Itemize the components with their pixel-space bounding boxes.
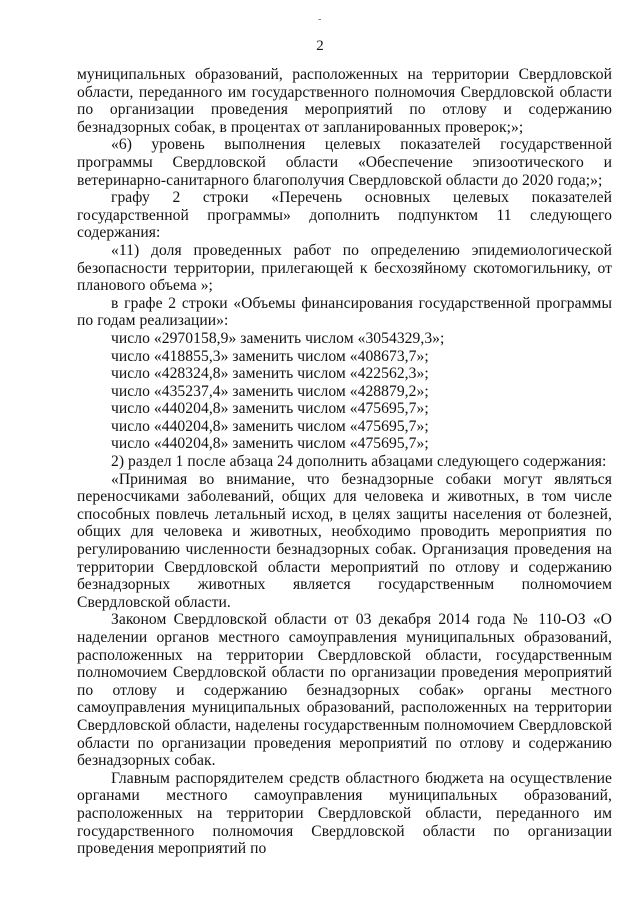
paragraph-column-2-indicators: графу 2 строки «Перечень основных целевых показателей государственной программы» дополнить подпунктом 11 следующего содержания: — [77, 189, 612, 242]
replacement-line: число «435237,4» заменить числом «428879,2»; — [111, 382, 429, 400]
page-number: 2 — [316, 38, 324, 54]
document-body — [77, 66, 612, 858]
paragraph-financing-column: в графе 2 строки «Объемы финансирования государственной программы по годам реализации»: — [77, 294, 612, 330]
replacement-line: число «440204,8» заменить числом «475695,7»; — [111, 400, 429, 418]
paragraph-chief-administrator: Главным распорядителем средств областного бюджета на осуществление органами местного самоуправления муниципальных образований, расположенных на территории Свердловской области, переданного им государственного полномочия Свердловской области по организации проведения мероприятий по — [77, 769, 612, 858]
paragraph-stray-dogs-rationale: «Принимая во внимание, что безнадзорные собаки могут являться переносчиками заболеваний, общих для человека и животных, в том числе способных повлечь летальный исход, в целях защиты населения от болезней, общих для человека и животных, необходимо проводить мероприятия по регулированию численности безнадзорных собак. Организация проведения на территории Свердловской области мероприятий по отлову и содержанию безнадзорных животных является государственным полномочием Свердловской области. — [77, 470, 612, 611]
replacement-line: число «428324,8» заменить числом «422562,3»; — [111, 365, 429, 383]
paragraph-item-6: «6) уровень выполнения целевых показателей государственной программы Свердловской области «Обеспечение эпизоотического и ветеринарно-санитарного благополучия Свердловской области до 2020 года;»; — [77, 136, 612, 189]
paragraph-section-1-amendment: 2) раздел 1 после абзаца 24 дополнить абзацами следующего содержания: — [111, 453, 607, 471]
paragraph-item-11: «11) доля проведенных работ по определению эпидемиологической безопасности территории, прилегающей к бесхозяйному скотомогильнику, от планового объема »; — [77, 241, 612, 295]
replacement-line: число «440204,8» заменить числом «475695,7»; — [111, 417, 429, 435]
top-mark: - — [318, 14, 322, 25]
replacement-line: число «2970158,9» заменить числом «3054329,3»; — [111, 329, 445, 347]
paragraph-regional-law: Законом Свердловской области от 03 декабря 2014 года № 110-ОЗ «О наделении органов местного самоуправления муниципальных образований, расположенных на территории Свердловской области, государственным полномочием Свердловской области по организации проведения мероприятий по отлову и содержанию безнадзорных собак» органы местного самоуправления муниципальных образований, расположенных на территории Свердловской области, наделены государственным полномочием Свердловской области по организации проведения мероприятий по отлову и содержанию безнадзорных собак. — [77, 611, 612, 770]
replacement-line: число «440204,8» заменить числом «475695,7»; — [111, 435, 429, 453]
paragraph-intro-continuation: муниципальных образований, расположенных на территории Свердловской области, переданного им государственного полномочия Свердловской области по организации проведения мероприятий по отлову и содержанию безнадзорных собак, в процентах от запланированных проверок;»; — [77, 66, 612, 136]
replacement-line: число «418855,3» заменить числом «408673,7»; — [111, 347, 429, 365]
